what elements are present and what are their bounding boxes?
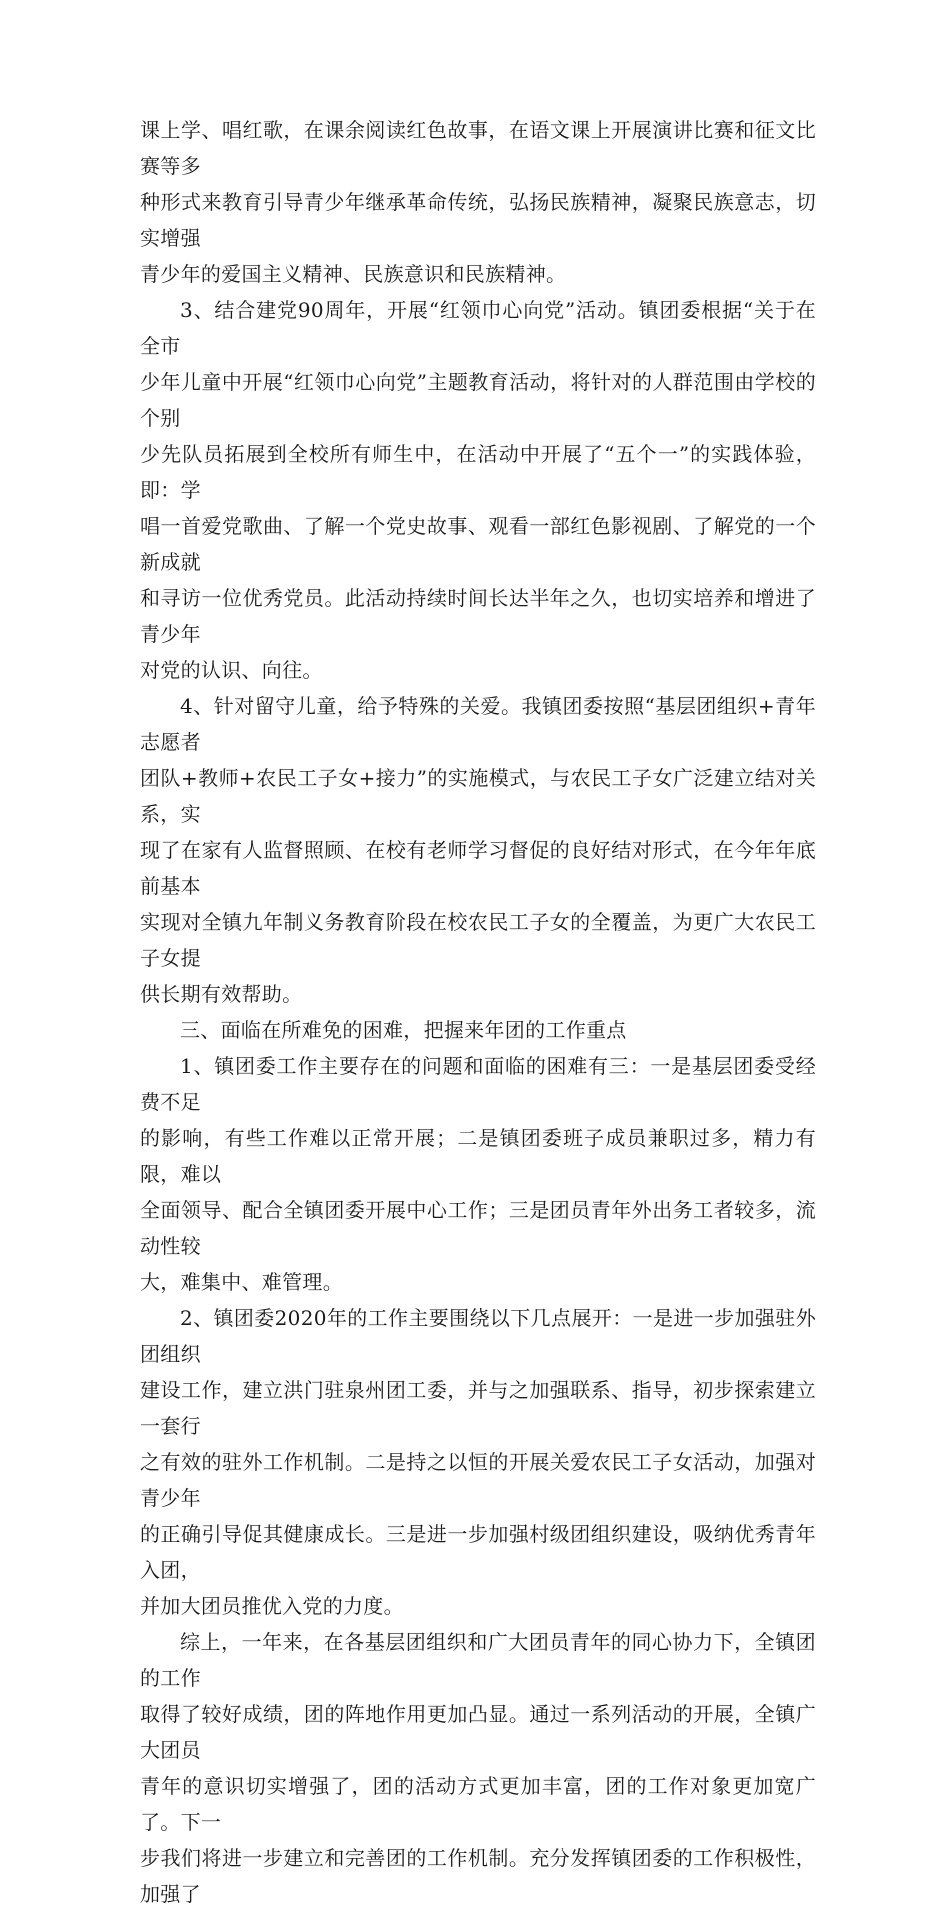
section-heading <box>140 1012 816 1048</box>
text-line: 供长期有效帮助。 <box>140 982 303 1006</box>
paragraph-5 <box>140 1300 816 1624</box>
paragraph-2 <box>140 292 816 688</box>
text-line: 之有效的驻外工作机制。二是持之以恒的开展关爱农民工子女活动，加强对青少年 <box>140 1450 816 1510</box>
text-line: 2、镇团委2020年的工作主要围绕以下几点展开：一是进一步加强驻外团组织 <box>140 1306 816 1366</box>
paragraph-3 <box>140 688 816 1012</box>
text-line: 步我们将进一步建立和完善团的工作机制。充分发挥镇团委的工作积极性，加强了 <box>140 1846 816 1906</box>
text-line: 唱一首爱党歌曲、了解一个党史故事、观看一部红色影视剧、了解党的一个新成就 <box>140 514 816 574</box>
text-line: 的影响，有些工作难以正常开展；二是镇团委班子成员兼职过多，精力有限，难以 <box>140 1126 816 1186</box>
text-line: 取得了较好成绩，团的阵地作用更加凸显。通过一系列活动的开展，全镇广大团员 <box>140 1702 816 1762</box>
text-line: 3、结合建党90周年，开展“红领巾心向党”活动。镇团委根据“关于在全市 <box>140 298 816 358</box>
text-line: 少先队员拓展到全校所有师生中，在活动中开展了“五个一”的实践体验，即：学 <box>140 442 816 502</box>
text-line: 种形式来教育引导青少年继承革命传统，弘扬民族精神，凝聚民族意志，切实增强 <box>140 190 816 250</box>
text-line: 实现对全镇九年制义务教育阶段在校农民工子女的全覆盖，为更广大农民工子女提 <box>140 910 816 970</box>
text-line: 4、针对留守儿童，给予特殊的关爱。我镇团委按照“基层团组织+青年志愿者 <box>140 694 816 754</box>
text-line: 团队+教师+农民工子女+接力”的实施模式，与农民工子女广泛建立结对关系，实 <box>140 766 816 826</box>
text-line: 建设工作，建立洪门驻泉州团工委，并与之加强联系、指导，初步探索建立一套行 <box>140 1378 816 1438</box>
text-line: 综上，一年来，在各基层团组织和广大团员青年的同心协力下，全镇团的工作 <box>140 1630 816 1690</box>
text-line: 课上学、唱红歌，在课余阅读红色故事，在语文课上开展演讲比赛和征文比赛等多 <box>140 118 816 178</box>
document-body <box>140 112 816 1912</box>
text-line: 青年的意识切实增强了，团的活动方式更加丰富，团的工作对象更加宽广了。下一 <box>140 1774 816 1834</box>
paragraph-1 <box>140 112 816 292</box>
text-line: 1、镇团委工作主要存在的问题和面临的困难有三：一是基层团委受经费不足 <box>140 1054 816 1114</box>
text-line: 三、面临在所难免的困难，把握来年团的工作重点 <box>180 1018 627 1042</box>
text-line: 全面领导、配合全镇团委开展中心工作；三是团员青年外出务工者较多，流动性较 <box>140 1198 816 1258</box>
text-line: 青少年的爱国主义精神、民族意识和民族精神。 <box>140 262 567 286</box>
text-line: 的正确引导促其健康成长。三是进一步加强村级团组织建设，吸纳优秀青年入团， <box>140 1522 816 1582</box>
text-line: 现了在家有人监督照顾、在校有老师学习督促的良好结对形式，在今年年底前基本 <box>140 838 816 898</box>
paragraph-4 <box>140 1048 816 1300</box>
text-line: 对党的认识、向往。 <box>140 658 323 682</box>
text-line: 并加大团员推优入党的力度。 <box>140 1594 404 1618</box>
paragraph-6 <box>140 1624 816 1912</box>
text-line: 和寻访一位优秀党员。此活动持续时间长达半年之久，也切实培养和增进了青少年 <box>140 586 816 646</box>
text-line: 大，难集中、难管理。 <box>140 1270 343 1294</box>
text-line: 少年儿童中开展“红领巾心向党”主题教育活动，将针对的人群范围由学校的个别 <box>140 370 816 430</box>
